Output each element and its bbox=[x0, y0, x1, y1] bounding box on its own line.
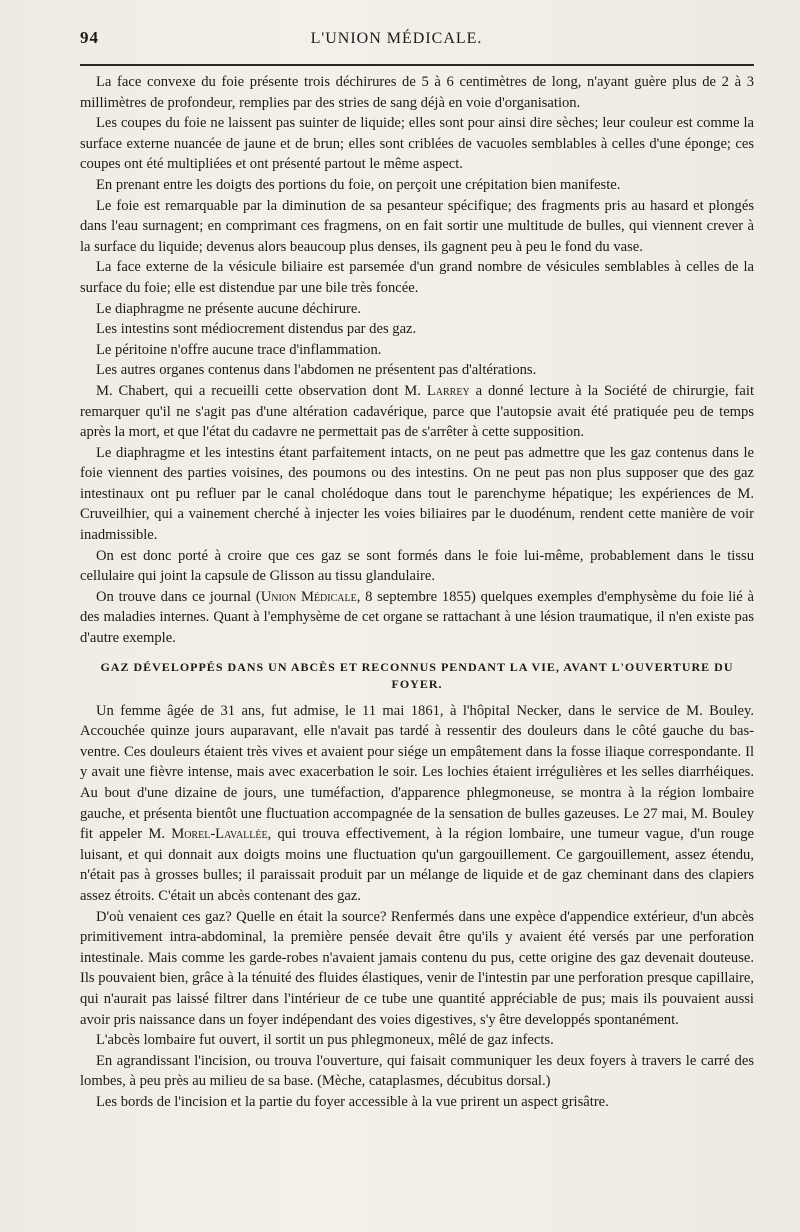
text-run: M. Chabert, qui a recueilli cette observation dont M. bbox=[96, 382, 427, 399]
running-title: L'UNION MÉDICALE. bbox=[310, 30, 483, 47]
text-run: , qui trouva effectivement, à la région lombaire, une tumeur vague, d'un rouge luisant, et qui donnait aux doigts moins une fluctuation qu'un gargouillement. Ce gargouillement, assez étendu, n'était pas à grosses bulles; il paraissait produit par un mélange de liquide et de gaz cheminant dans des clapiers assez étroits. C'était un abcès contenant des gaz. bbox=[80, 826, 755, 904]
paragraph: En agrandissant l'incision, ou trouva l'ouverture, qui faisait communiquer les deux foyers à travers le carré des lombes, à peu près au milieu de sa base. (Mèche, cataplasmes, décubitus dorsal.) bbox=[80, 1052, 754, 1090]
paragraph: Le diaphragme ne présente aucune déchirure. bbox=[96, 300, 361, 317]
paragraph: Le péritoine n'offre aucune trace d'inflammation. bbox=[96, 341, 382, 358]
page-header bbox=[80, 28, 754, 58]
paragraph-case bbox=[80, 701, 754, 907]
author-name: Larrey bbox=[426, 382, 470, 399]
page-number: 94 bbox=[80, 28, 99, 47]
header-rule bbox=[80, 64, 754, 66]
paragraph: Le diaphragme et les intestins étant parfaitement intacts, on ne peut pas admettre que les gaz contenus dans le foie viennent des parties voisines, des poumons ou des intestins. On ne peut pas non plus supposer que des gaz intestinaux ont pu refluer par le canal cholédoque dans tout le parenchyme hépatique; les expériences de M. Cruveilhier, qui a vainement cherché à injecter les voies biliaires par le duodénum, rendent cette manière de voir inadmissible. bbox=[80, 444, 754, 544]
paragraph: Le foie est remarquable par la diminution de sa pesanteur spécifique; des fragments pris au hasard et plongés dans l'eau surnagent; en comprimant ces fragmens, on en fait sortir une multitude de bulles, qui viennent crever à la surface du liquide; devenus alors beaucoup plus denses, ils gagnent peu à peu le fond du vase. bbox=[80, 197, 754, 255]
paragraph: Les coupes du foie ne laissent pas suinter de liquide; elles sont pour ainsi dire sèches; leur couleur est comme la surface externe nuancée de jaune et de brun; elles sont criblées de vacuoles semblables à celles d'une éponge; ces coupes ont été multipliées et ont présenté partout le même aspect. bbox=[80, 115, 754, 173]
text-run: On trouve dans ce journal ( bbox=[96, 588, 261, 605]
paragraph: En prenant entre les doigts des portions du foie, on perçoit une crépitation bien manifeste. bbox=[96, 176, 621, 193]
section-heading: GAZ DÉVELOPPÉS DANS UN ABCÈS ET RECONNUS PENDANT LA VIE, AVANT L'OUVERTURE DU FOYER. bbox=[100, 659, 734, 691]
paragraph: D'où venaient ces gaz? Quelle en était la source? Renfermés dans une expèce d'appendice extérieur, d'un abcès primitivement intra-abdominal, la première pensée devait être qu'ils y avaient été versés par une perforation intestinale. Mais comme les garde-robes n'avaient jamais contenu du pus, cette origine des gaz devenait douteuse. Ils pouvaient bien, grâce à la ténuité des fluides élastiques, venir de l'intestin par une perforation presque capillaire, qui n'aurait pas laissé filtrer dans l'intérieur de ce tube une quantité appréciable de pus; mais ils pouvaient aussi avoir pris naissance dans un foyer indépendant des voies digestives, s'y être developpés spontanément. bbox=[80, 908, 754, 1028]
paragraph-chabert bbox=[80, 381, 754, 443]
paragraph: Les bords de l'incision et la partie du foyer accessible à la vue prirent un aspect grisâtre. bbox=[96, 1093, 609, 1110]
paragraph: Les intestins sont médiocrement distendus par des gaz. bbox=[96, 321, 417, 338]
journal-name: Union Médicale bbox=[260, 588, 357, 605]
paragraph-journal bbox=[80, 587, 754, 649]
paragraph: L'abcès lombaire fut ouvert, il sortit un pus phlegmoneux, mêlé de gaz infects. bbox=[96, 1032, 554, 1049]
text-run: a donné lecture à la Société de chirurgie, fait remarquer qu'il ne s'agit pas d'une altération cadavérique, parce que l'autopsie avait été pratiquée peu de temps après la mort, et que l'état du cadavre ne permettait pas de s'arrêter à cette supposition. bbox=[80, 382, 754, 441]
text-run: Un femme âgée de 31 ans, fut admise, le 11 mai 1861, à l'hôpital Necker, dans le service de M. Bouley. Accouchée quinze jours auparavant, elle n'avait pas tardé à ressentir des douleurs dans le côté gauche du bas-ventre. Ces douleurs étaient très vives et avaient pour siége un empâtement dans la fosse iliaque correspondante. Il y avait une fièvre intense, mais avec exacerbation le soir. Les lochies étaient irrégulières et les selles diarrhéiques. Au bout d'une dizaine de jours, une tuméfaction, d'apparence phlegmoneuse, se montra à la région lombaire gauche, et présenta bientôt une fluctuation accompagnée de la sensation de bulles gazeuses. Le 27 mai, M. Bouley fit appeler M. bbox=[80, 702, 754, 843]
author-name: Morel-Lavallée bbox=[171, 826, 268, 843]
paragraph: On est donc porté à croire que ces gaz se sont formés dans le foie lui-même, probablement dans le tissu cellulaire qui joint la capsule de Glisson au tissu glandulaire. bbox=[80, 547, 754, 585]
article-body bbox=[80, 72, 754, 1113]
paragraph: La face convexe du foie présente trois déchirures de 5 à 6 centimètres de long, n'ayant guère plus de 2 à 3 millimètres de profondeur, remplies par des stries de sang déjà en voie d'organisation. bbox=[80, 74, 754, 111]
paragraph: Les autres organes contenus dans l'abdomen ne présentent pas d'altérations. bbox=[96, 362, 537, 379]
text-run: , 8 septembre 1855) quelques exemples d'emphysème du foie lié à des maladies internes. Quant à l'emphysème de cet organe se rattachant à une lésion traumatique, il n'en existe pas d'autre exemple. bbox=[80, 588, 754, 647]
paragraph: La face externe de la vésicule biliaire est parsemée d'un grand nombre de vésicules semblables à celles de la surface du foie; elle est distendue par une bile très foncée. bbox=[80, 259, 754, 296]
